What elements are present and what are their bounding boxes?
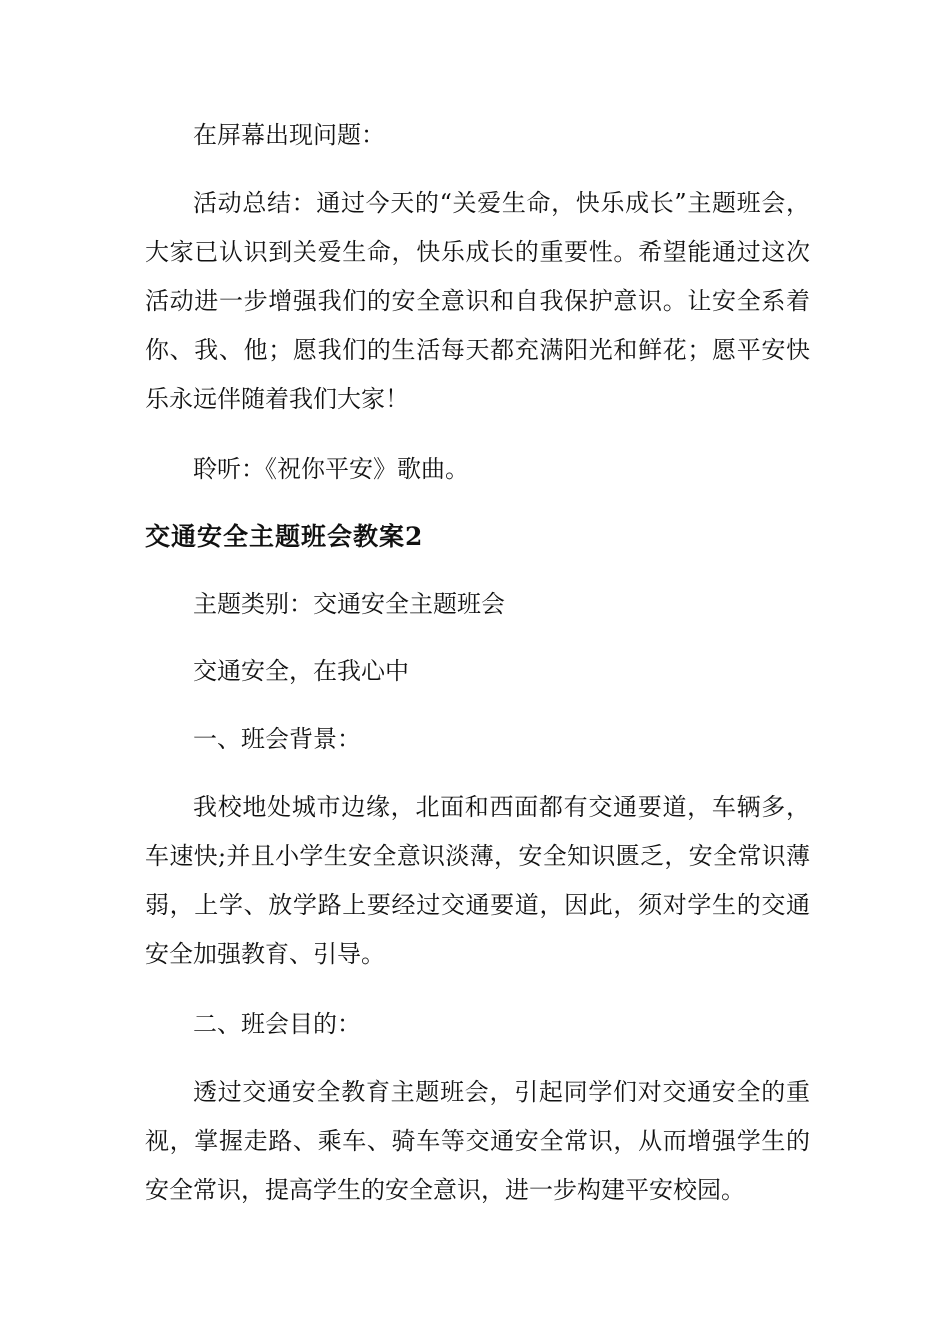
paragraph-slogan: 交通安全，在我心中 bbox=[193, 657, 409, 685]
paragraph-activity-summary: 活动总结：通过今天的“关爱生命，快乐成长”主题班会，大家已认识到关爱生命，快乐成长的重要性。希望能通过这次活动进一步增强我们的安全意识和自我保护意识。让安全系着你、我、他；愿我们的生活每天都充满阳光和鲜花；愿平安快乐永远伴随着我们大家！ bbox=[145, 189, 810, 413]
section-heading: 交通安全主题班会教案2 bbox=[145, 522, 424, 551]
paragraph-screen-question: 在屏幕出现问题： bbox=[193, 121, 385, 149]
paragraph-background-heading: 一、班会背景： bbox=[193, 725, 361, 753]
paragraph-purpose-heading: 二、班会目的： bbox=[193, 1010, 361, 1038]
paragraph-theme-category: 主题类别：交通安全主题班会 bbox=[193, 590, 505, 618]
paragraph-listen-song: 聆听：《祝你平安》歌曲。 bbox=[193, 455, 469, 483]
paragraph-background-body: 我校地处城市边缘，北面和西面都有交通要道，车辆多，车速快;并且小学生安全意识淡薄，安全知识匮乏，安全常识薄弱，上学、放学路上要经过交通要道，因此，须对学生的交通安全加强教育、引导。 bbox=[145, 793, 810, 968]
paragraph-purpose-body: 透过交通安全教育主题班会，引起同学们对交通安全的重视，掌握走路、乘车、骑车等交通安全常识，从而增强学生的安全常识，提高学生的安全意识，进一步构建平安校园。 bbox=[145, 1078, 810, 1204]
